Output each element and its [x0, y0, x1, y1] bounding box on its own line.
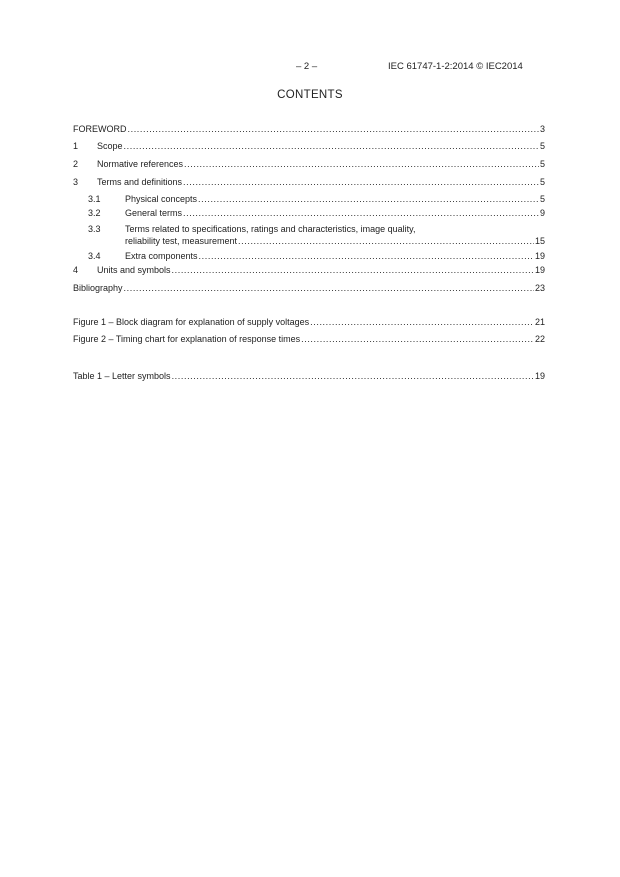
dot-leader: [182, 177, 539, 188]
document-id: IEC 61747-1-2:2014 © IEC2014: [388, 61, 523, 72]
toc-entry-page: 19: [534, 265, 545, 275]
toc-entry-text: Scope: [97, 141, 123, 151]
toc-entry-terms-definitions[interactable]: [73, 177, 545, 188]
toc-entry-text: Normative references: [97, 159, 184, 169]
toc-entry-number: 3.4: [88, 251, 101, 261]
toc-entry-number: 2: [73, 159, 79, 169]
dot-leader: [237, 236, 534, 247]
dot-leader: [183, 159, 539, 170]
toc-entry-page: 9: [539, 208, 545, 218]
table-entry-page: 19: [534, 371, 545, 381]
dot-leader: [300, 334, 534, 345]
toc-entry-physical-concepts[interactable]: [73, 194, 545, 205]
toc-entry-number: 3.1: [88, 194, 101, 204]
figure-entry-text: Figure 1 – Block diagram for explanation of supply voltages: [73, 317, 310, 327]
toc-entry-text: Bibliography: [73, 283, 123, 293]
toc-entry-text: Physical concepts: [125, 194, 198, 204]
toc-entry-general-terms[interactable]: [73, 208, 545, 219]
toc-entry-normative-references[interactable]: [73, 159, 545, 170]
figure-entry-page: 22: [534, 334, 545, 344]
dot-leader: [123, 141, 539, 152]
toc-entry-scope[interactable]: [73, 141, 545, 152]
toc-entry-text: Units and symbols: [97, 265, 171, 275]
table-entry-1[interactable]: [73, 371, 545, 382]
toc-entry-page: 5: [539, 159, 545, 169]
toc-entry-page: 15: [534, 236, 545, 246]
toc-entry-number: 4: [73, 265, 79, 275]
toc-entry-text: reliability test, measurement: [125, 236, 238, 246]
page-title: CONTENTS: [277, 89, 343, 101]
toc-entry-text: General terms: [125, 208, 183, 218]
toc-entry-number: 3.3: [88, 224, 101, 234]
toc-entry-text: Terms related to specifications, ratings and characteristics, image quality,: [125, 224, 416, 234]
dot-leader: [198, 251, 534, 262]
dot-leader: [171, 265, 534, 276]
dot-leader: [123, 283, 534, 294]
dot-leader: [309, 317, 534, 328]
toc-entry-number: 3.2: [88, 208, 101, 218]
toc-entry-text: FOREWORD: [73, 124, 127, 134]
toc-entry-page: 3: [539, 124, 545, 134]
toc-entry-page: 5: [539, 194, 545, 204]
page-number: – 2 –: [296, 61, 318, 72]
toc-entry-number: 1: [73, 141, 79, 151]
figure-entry-2[interactable]: [73, 334, 545, 345]
dot-leader: [182, 208, 539, 219]
toc-entry-bibliography[interactable]: [73, 283, 545, 294]
toc-entry-units-symbols[interactable]: [73, 265, 545, 276]
toc-entry-page: 5: [539, 141, 545, 151]
toc-entry-text: Extra components: [125, 251, 198, 261]
toc-entry-number: 3: [73, 177, 79, 187]
toc-entry-foreword[interactable]: [73, 124, 545, 135]
toc-entry-page: 23: [534, 283, 545, 293]
figure-entry-1[interactable]: [73, 317, 545, 328]
figure-entry-text: Figure 2 – Timing chart for explanation of response times: [73, 334, 301, 344]
dot-leader: [197, 194, 539, 205]
toc-entry-text: Terms and definitions: [97, 177, 183, 187]
toc-entry-page: 5: [539, 177, 545, 187]
dot-leader: [171, 371, 534, 382]
table-entry-text: Table 1 – Letter symbols: [73, 371, 171, 381]
dot-leader: [127, 124, 539, 135]
figure-entry-page: 21: [534, 317, 545, 327]
toc-entry-page: 19: [534, 251, 545, 261]
toc-entry-extra-components[interactable]: [73, 251, 545, 262]
toc-entry-specifications[interactable]: [125, 236, 545, 247]
